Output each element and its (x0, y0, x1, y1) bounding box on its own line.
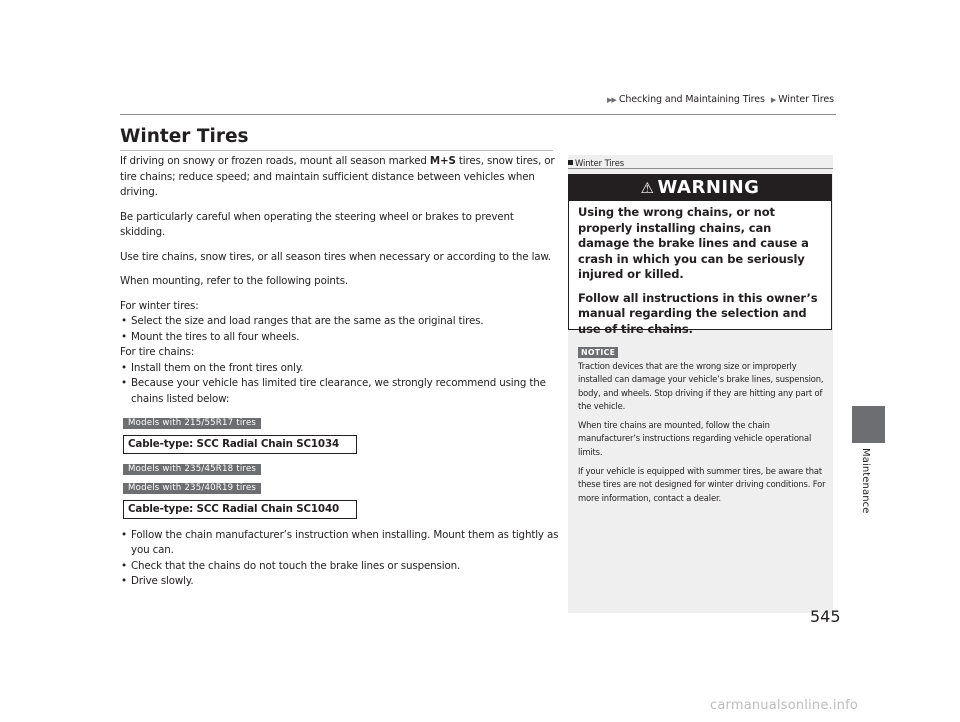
watermark: carmanualsonline.info (710, 698, 859, 713)
paragraph: When mounting, refer to the following points. (120, 275, 349, 287)
warning-box (568, 174, 832, 336)
model-tag: Models with 215/55R17 tires (123, 418, 261, 429)
list-item: • Check that the chains do not touch the brake lines or suspension. (120, 559, 560, 575)
warning-icon: ⚠ (640, 179, 655, 197)
breadcrumb (607, 94, 834, 105)
breadcrumb-item[interactable]: Winter Tires (778, 94, 834, 105)
double-arrow-icon: ▶▶ (607, 96, 616, 104)
section-label: Maintenance (860, 448, 871, 514)
sidebar-divider (568, 168, 833, 169)
list-item: • Follow the chain manufacturer’s instruction when installing. Mount them as tightly as you can. (120, 528, 560, 559)
paragraph: Be particularly careful when operating the steering wheel or brakes to prevent skidding. (120, 210, 514, 238)
list-item: • Select the size and load ranges that are the same as the original tires. (120, 314, 560, 330)
note-paragraph: If your vehicle is equipped with summer tires, be aware that these tires are not designed for winter driving conditions. For more information, contact a dealer. (578, 466, 826, 503)
model-tag: Models with 235/40R19 tires (123, 483, 261, 494)
breadcrumb-item[interactable]: Checking and Maintaining Tires (618, 94, 765, 105)
note-paragraph: When tire chains are mounted, follow the chain manufacturer’s instructions regarding vehicle operational limits. (578, 420, 812, 457)
notice-badge: NOTICE (578, 347, 618, 358)
sidebar-heading: Winter Tires (568, 158, 624, 168)
intro-paragraph: If driving on snowy or frozen roads, mount all season marked M+S tires, snow tires, or tire chains; reduce speed; and maintain sufficient distance between vehicles when driving. (120, 155, 555, 198)
page-title: Winter Tires (120, 126, 249, 147)
warning-text: Follow all instructions in this owner’s manual regarding the selection and use of tire chains. (578, 290, 818, 336)
title-divider (120, 150, 553, 151)
list-item: • Drive slowly. (120, 574, 560, 590)
list-item: • Install them on the front tires only. (120, 361, 560, 377)
main-content (120, 154, 560, 590)
section-tab (852, 406, 885, 443)
arrow-icon: ▶ (770, 96, 776, 104)
note-paragraph: Traction devices that are the wrong size or improperly installed can damage your vehicle’s brake lines, suspension, body, and wheels. Stop driving if they are hitting any part of the vehicle. (578, 361, 824, 411)
sidebar-notes (578, 360, 828, 511)
list-item: • Mount the tires to all four wheels. (120, 330, 560, 346)
warning-header: ⚠ WARNING (569, 175, 831, 201)
warning-body (569, 201, 831, 337)
ms-marking: M+S (429, 155, 456, 167)
list-item: • Because your vehicle has limited tire clearance, we strongly recommend using the chains listed below: (120, 376, 560, 407)
model-tag: Models with 235/45R18 tires (123, 464, 261, 475)
paragraph: Use tire chains, snow tires, or all season tires when necessary or according to the law. (120, 250, 551, 263)
reference-square-icon (568, 160, 573, 165)
winter-tires-heading: For winter tires: (120, 299, 199, 312)
chain-spec-box: Cable-type: SCC Radial Chain SC1034 (123, 435, 357, 454)
chain-spec-box: Cable-type: SCC Radial Chain SC1040 (123, 500, 357, 519)
page-number: 545 (810, 607, 841, 626)
header-divider (120, 114, 836, 115)
tire-chains-heading: For tire chains: (120, 346, 195, 358)
warning-text: Using the wrong chains, or not properly installing chains, can damage the brake lines and cause a crash in which you can be seriously injured or killed. (578, 205, 809, 281)
